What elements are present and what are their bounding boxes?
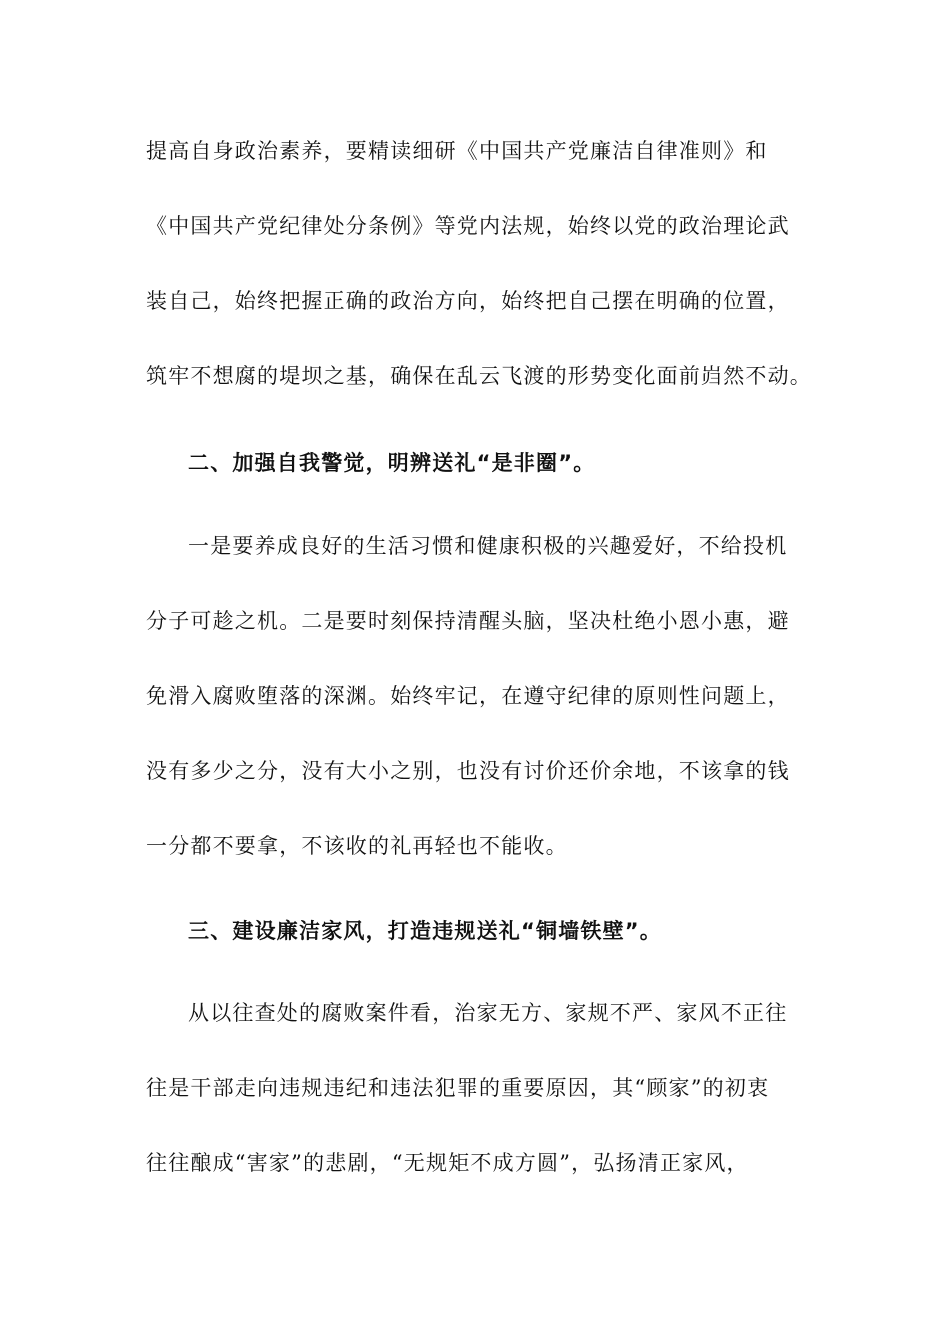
paragraph-2-line-4: 没有多少之分，没有大小之别，也没有讨价还价余地，不该拿的钱 — [146, 759, 790, 783]
paragraph-1-line-2: 《中国共产党纪律处分条例》等党内法规，始终以党的政治理论武 — [146, 214, 790, 238]
paragraph-1-line-3: 装自己，始终把握正确的政治方向，始终把自己摆在明确的位置， — [146, 289, 790, 313]
paragraph-2-line-3: 免滑入腐败堕落的深渊。始终牢记，在遵守纪律的原则性问题上， — [146, 684, 790, 708]
paragraph-2-line-5: 一分都不要拿，不该收的礼再轻也不能收。 — [146, 834, 568, 858]
paragraph-2-line-2: 分子可趁之机。二是要时刻保持清醒头脑，坚决杜绝小恩小惠，避 — [146, 609, 790, 633]
paragraph-1-line-4: 筑牢不想腐的堤坝之基，确保在乱云飞渡的形势变化面前岿然不动。 — [146, 364, 812, 388]
paragraph-3-line-3: 往往酿成“害家”的悲剧，“无规矩不成方圆”，弘扬清正家风， — [146, 1151, 749, 1175]
section-heading-2: 二、加强自我警觉，明辨送礼“是非圈”。 — [188, 451, 596, 475]
paragraph-2-line-1: 一是要养成良好的生活习惯和健康积极的兴趣爱好，不给投机 — [188, 534, 788, 558]
paragraph-3-line-2: 往是干部走向违规违纪和违法犯罪的重要原因，其“顾家”的初衷 — [146, 1076, 770, 1100]
section-heading-3: 三、建设廉洁家风，打造违规送礼“铜墙铁壁”。 — [188, 919, 663, 943]
paragraph-1-line-1: 提高自身政治素养，要精读细研《中国共产党廉洁自律准则》和 — [146, 139, 768, 163]
paragraph-3-line-1: 从以往查处的腐败案件看，治家无方、家规不严、家风不正往 — [188, 1001, 788, 1025]
